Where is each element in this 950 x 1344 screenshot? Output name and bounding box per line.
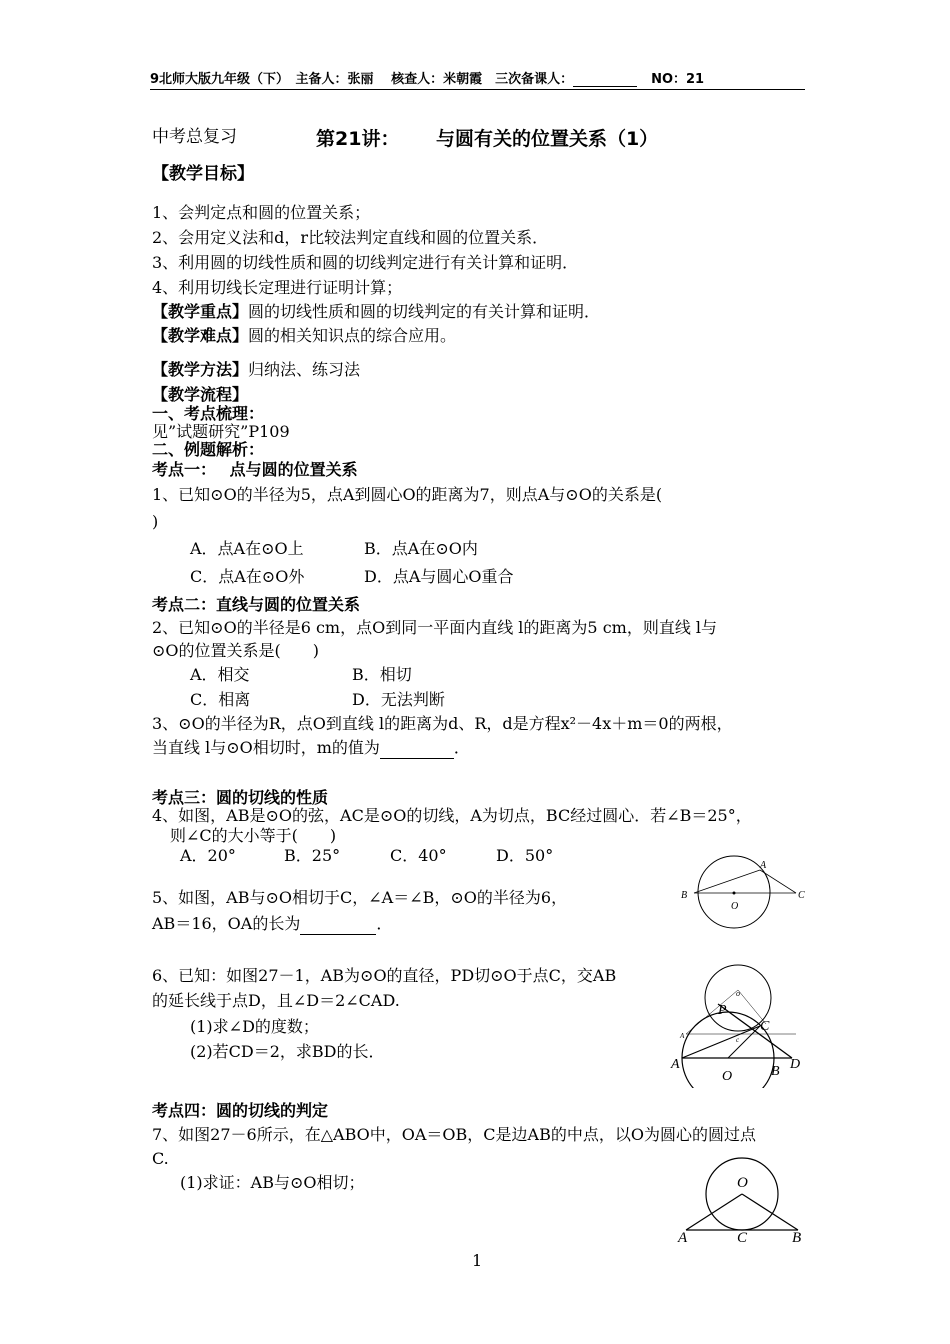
- q7-line2: C.: [152, 1149, 169, 1168]
- q2-line1: 2、已知⊙O的半径是6 cm，点O到同一平面内直线 l的距离为5 cm，则直线 l与: [152, 618, 718, 637]
- q5-line1: 5、如图，AB与⊙O相切于C，∠A＝∠B，⊙O的半径为6，: [152, 888, 568, 907]
- q1-option-a: A．点A在⊙O上: [190, 539, 304, 558]
- q3-line1: 3、⊙O的半径为R，点O到直线 l的距离为d、R，d是方程x²－4x＋m＝0的两根，: [152, 714, 733, 733]
- q1-option-c: C．点A在⊙O外: [190, 567, 305, 586]
- q5-line2: AB＝16，OA的长为: [152, 914, 301, 933]
- fig2-label-p: P: [718, 1003, 727, 1018]
- q6-sub2: (2)若CD＝2，求BD的长．: [190, 1042, 385, 1061]
- key-point-label: 【教学重点】: [152, 302, 249, 321]
- kp1-heading: 考点一： 点与圆的位置关系: [152, 460, 358, 479]
- fig2-label-d: D: [790, 1057, 801, 1072]
- key-point-line: [152, 301, 600, 323]
- fig3-line-ob: [742, 1194, 798, 1230]
- q2-line2: ⊙O的位置关系是( ): [152, 641, 320, 660]
- q7-line1: 7、如图27－6所示，在△ABO中，OA＝OB，C是边AB的中点，以O为圆心的圆过点: [152, 1125, 756, 1144]
- difficulty-text: 圆的相关知识点的综合应用。: [248, 326, 457, 345]
- header-text: 9北师大版九年级（下） 主备人：张丽 核查人：米朝霞 三次备课人：: [150, 72, 574, 87]
- fig1-label-o: O: [731, 901, 739, 912]
- q1-line1: 1、已知⊙O的半径为5，点A到圆心O的距离为7，则点A与⊙O的关系是(: [152, 485, 663, 504]
- q5-line2-wrap: [152, 913, 392, 935]
- fig1-line-ac: [760, 870, 796, 893]
- goal-item: 2、会用定义法和d，r比较法判定直线和圆的位置关系．: [152, 228, 549, 247]
- kp4-heading: 考点四：圆的切线的判定: [152, 1101, 329, 1120]
- q3-line2-wrap: [152, 737, 470, 759]
- fig1-label-a: A: [760, 860, 767, 871]
- fig1-center: [733, 892, 736, 895]
- fig2-label-small-a: A: [680, 1032, 685, 1040]
- fig3-label-b: B: [792, 1230, 802, 1246]
- key-point-text: 圆的切线性质和圆的切线判定的有关计算和证明．: [248, 302, 601, 321]
- q7-sub1: (1)求证：AB与⊙O相切；: [180, 1173, 365, 1192]
- q2-option-c: C．相离: [190, 690, 251, 709]
- kp3-heading: 考点三：圆的切线的性质: [152, 788, 329, 807]
- q3-end: ．: [453, 738, 470, 757]
- q2-option-d: D．无法判断: [352, 690, 445, 709]
- q3-line2: 当直线 l与⊙O相切时，m的值为: [152, 738, 380, 757]
- fig3-label-c: C: [737, 1230, 748, 1246]
- header-rule: [150, 89, 805, 90]
- q6-sub1: (1)求∠D的度数；: [190, 1017, 319, 1036]
- fig3-line-oa: [686, 1194, 742, 1230]
- fig2-label-o: O: [722, 1069, 733, 1084]
- goals-heading: 【教学目标】: [152, 164, 254, 184]
- goal-item: 4、利用切线长定理进行证明计算；: [152, 278, 403, 297]
- fig3-label-o: O: [737, 1175, 748, 1191]
- difficulty-label: 【教学难点】: [152, 326, 249, 345]
- flow-label: 【教学流程】: [152, 385, 249, 404]
- section1-heading: 一、考点梳理：: [152, 404, 265, 423]
- page-number: 1: [472, 1251, 483, 1270]
- fig1-label-c: C: [798, 890, 805, 901]
- title-left: 中考总复习: [152, 127, 237, 147]
- method-label: 【教学方法】: [152, 360, 249, 379]
- fig3-label-a: A: [678, 1230, 688, 1246]
- fig2-label-b: B: [771, 1064, 780, 1079]
- section1-text: 见”试题研究”P109: [152, 422, 290, 441]
- fig2-label-small-o: o: [736, 989, 740, 998]
- q1-option-d: D．点A与圆心O重合: [364, 567, 514, 586]
- section2-heading: 二、例题解析：: [152, 440, 265, 459]
- q6-line2: 的延长线于点D，且∠D＝2∠CAD.: [152, 991, 400, 1010]
- q5-end: ．: [376, 914, 393, 933]
- fig1-line-ba: [694, 870, 760, 893]
- figure-q4: [676, 848, 812, 930]
- goal-item: 3、利用圆的切线性质和圆的切线判定进行有关计算和证明．: [152, 253, 579, 272]
- fig2-label-small-c: c: [736, 1036, 740, 1044]
- fig2-label-c: C: [760, 1019, 770, 1034]
- q6-line1: 6、已知：如图27－1，AB为⊙O的直径，PD切⊙O于点C，交AB: [152, 966, 617, 985]
- q4-option-a: A．20°: [180, 846, 236, 865]
- kp2-heading: 考点二：直线与圆的位置关系: [152, 595, 361, 614]
- q5-answer-blank[interactable]: [300, 917, 376, 935]
- method-text: 归纳法、练习法: [248, 360, 361, 379]
- difficulty-line: [152, 325, 456, 347]
- q1-line2: ): [152, 512, 159, 531]
- goal-item: 1、会判定点和圆的位置关系；: [152, 203, 371, 222]
- figure-q6: [666, 958, 816, 1088]
- q2-option-b: B．相切: [352, 665, 412, 684]
- q1-option-b: B．点A在⊙O内: [364, 539, 478, 558]
- method-line: [152, 359, 360, 381]
- title-lecture: 第21讲：: [316, 128, 400, 150]
- title-topic: 与圆有关的位置关系（1）: [436, 128, 659, 150]
- q2-option-a: A．相交: [190, 665, 250, 684]
- fig2-chord-ac: [682, 1026, 760, 1058]
- running-header: [150, 68, 704, 87]
- figure-q7: [672, 1150, 812, 1246]
- q4-option-b: B．25°: [284, 846, 341, 865]
- fig1-label-b: B: [681, 890, 688, 901]
- header-number: NO：21: [651, 72, 705, 87]
- header-blank: [573, 73, 637, 87]
- q4-option-d: D．50°: [496, 846, 554, 865]
- q3-answer-blank[interactable]: [380, 741, 454, 759]
- q4-line2: 则∠C的大小等于( ): [170, 826, 337, 845]
- q4-line1: 4、如图，AB是⊙O的弦，AC是⊙O的切线，A为切点，BC经过圆心．若∠B＝25°，: [152, 806, 752, 825]
- q4-option-c: C．40°: [390, 846, 447, 865]
- fig2-label-a: A: [671, 1057, 680, 1072]
